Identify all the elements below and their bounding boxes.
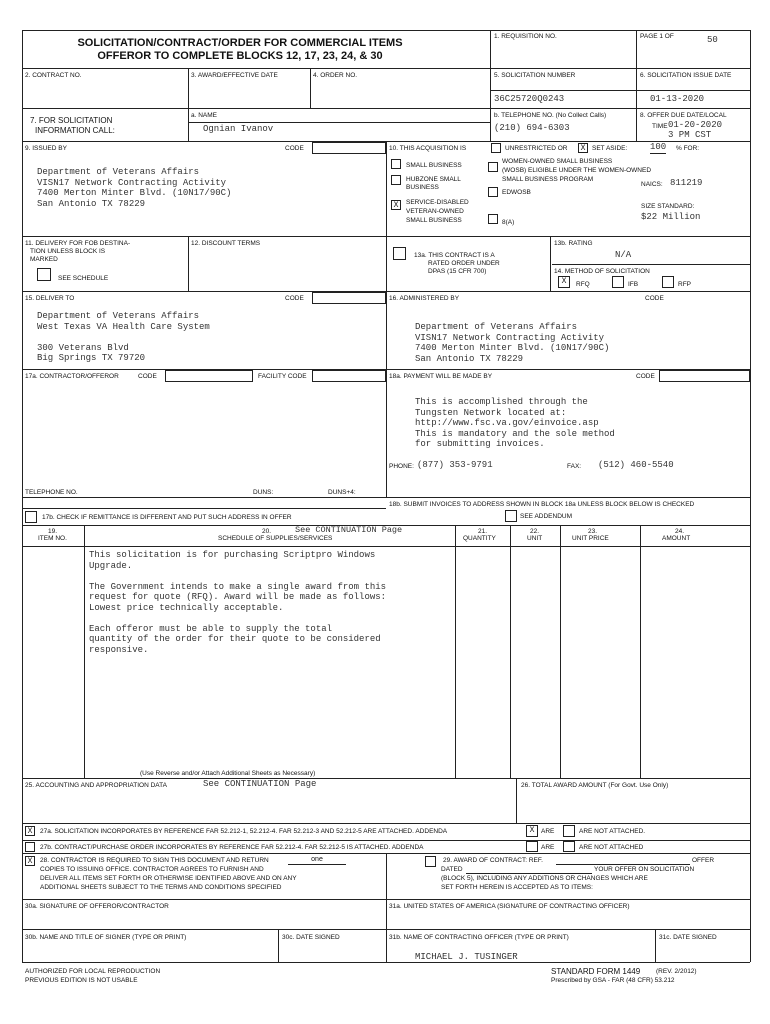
rule [22,778,750,779]
prescribed-by: Prescribed by GSA - FAR (48 CFR) 53.212 [551,977,675,984]
rfp-label: RFP [678,281,691,288]
co-date-label: 31c. DATE SIGNED [659,934,717,941]
see-schedule-label: SEE SCHEDULE [58,275,109,282]
offeror-date-label: 30c. DATE SIGNED [282,934,340,941]
edwosb-checkbox[interactable] [488,187,498,197]
payment-phone: (877) 353-9791 [417,460,493,470]
solicitation-no-label: 5. SOLICITATION NUMBER [494,72,576,79]
rule [560,525,561,778]
page-total: 50 [707,35,718,45]
delivery-label-2: TION UNLESS BLOCK IS [30,248,106,255]
phone-label: b. TELEPHONE NO. (No Collect Calls) [494,112,607,119]
rule [750,30,751,962]
rule [22,108,750,109]
copies-count: one [288,856,346,865]
rfq-label: RFQ [576,281,590,288]
rule [490,90,750,91]
rule [22,30,23,962]
rule [550,236,551,291]
form-revision: (REV. 2/2012) [656,968,697,975]
signer-name-label: 30b. NAME AND TITLE OF SIGNER (TYPE OR PRINT) [25,934,187,941]
rule [22,68,750,69]
contractor-sign-line1: 28. CONTRACTOR IS REQUIRED TO SIGN THIS DOCUMENT AND RETURN [40,857,269,864]
unrestricted-checkbox[interactable] [491,143,501,153]
see-schedule-checkbox[interactable] [37,268,51,281]
rated-label-1: 13a. THIS CONTRACT IS A [414,252,495,259]
method-label: 14. METHOD OF SOLICITATION [554,268,650,275]
duns4-label: DUNS+4: [328,489,356,496]
contractor-sign-line2: COPIES TO ISSUING OFFICE. CONTRACTOR AGREES TO FURNISH AND [40,866,264,873]
contractor-label: 17a. CONTRACTOR/OFFEROR [25,373,119,380]
solicitation-no: 36C25720Q0243 [494,94,565,104]
co-name-label: 31b. NAME OF CONTRACTING OFFICER (TYPE OR PRINT) [389,934,569,941]
payment-instructions: This is accomplished through the Tungsten Network located at: http://www.fsc.va.gov/einvoice.asp This is mandatory and the sole method for submitting invoices. [415,397,615,449]
issued-by-code-label: CODE [285,145,304,152]
unrestricted-label: UNRESTRICTED OR [505,145,568,152]
rated-order-checkbox[interactable] [393,247,406,260]
administered-by-address: Department of Veterans Affairs VISN17 Network Contracting Activity 7400 Merton Minter Blvd. (10N17/90C) San Antonio TX 78229 [415,322,610,364]
see-addendum-checkbox[interactable] [505,510,517,522]
set-aside-label: SET ASIDE: [592,145,628,152]
award-line4: SET FORTH HEREIN IS ACCEPTED AS TO ITEMS: [441,884,593,891]
sdvosb-label-3: SMALL BUSINESS [406,217,462,224]
rule [22,962,750,963]
hubzone-checkbox[interactable] [391,175,401,185]
rule [490,30,491,141]
sdvosb-checkbox[interactable]: X [391,200,401,210]
naics-code: 811219 [670,178,703,188]
accounting-value: See CONTINUATION Page [203,779,317,789]
addenda-are-label-2: ARE [541,844,555,851]
rfq-checkbox[interactable]: X [558,276,570,288]
administered-code-label: CODE [645,295,664,302]
ifb-label: IFB [628,281,639,288]
edwosb-label: EDWOSB [502,189,531,196]
payment-fax: (512) 460-5540 [598,460,674,470]
issue-date: 01-13-2020 [650,94,705,104]
payment-fax-label: FAX: [567,463,582,470]
info-call-label-2: INFORMATION CALL: [35,126,115,135]
submit-invoices-label: 18b. SUBMIT INVOICES TO ADDRESS SHOWN IN BLOCK 18a UNLESS BLOCK BELOW IS CHECKED [389,501,695,508]
payment-code-label: CODE [636,373,655,380]
col24-label: AMOUNT [662,535,691,542]
col20-num: 20. [262,528,272,535]
administered-by-label: 16. ADMINISTERED BY [389,295,460,302]
eight-a-checkbox[interactable] [488,214,498,224]
eight-a-label: 8(A) [502,219,515,226]
page-label: PAGE 1 OF [640,33,674,40]
contractor-sign-line4: ADDITIONAL SHEETS SUBJECT TO THE TERMS AND CONDITIONS SPECIFIED [40,884,282,891]
rated-label-3: DPAS (15 CFR 700) [428,268,487,275]
deliver-to-label: 15. DELIVER TO [25,295,75,302]
col24-num: 24. [675,528,685,535]
info-call-label-1: 7. FOR SOLICITATION [30,116,113,125]
offeror-signature-label: 30a. SIGNATURE OF OFFEROR/CONTRACTOR [25,903,169,910]
addenda-are-not-checkbox[interactable] [563,825,575,837]
addenda-are-not-checkbox-2[interactable] [563,841,575,852]
rule [636,30,637,141]
rule [22,30,750,31]
rule [22,840,750,841]
issue-date-label: 6. SOLICITATION ISSUE DATE [640,72,732,79]
sdvosb-label-1: SERVICE-DISABLED [406,199,469,206]
total-award-label: 26. TOTAL AWARD AMOUNT (For Govt. Use Only) [521,782,669,789]
accounting-label: 25. ACCOUNTING AND APPROPRIATION DATA [25,782,167,789]
award-offer-label: OFFER [692,857,715,864]
issued-by-code-field[interactable] [312,142,386,154]
addenda-are-label: ARE [541,828,555,835]
contractor-code-label: CODE [138,373,157,380]
offer-due-date: 01-20-2020 [668,120,723,130]
clause-27b-checkbox[interactable] [25,842,35,852]
facility-code-label: FACILITY CODE [258,373,307,380]
award-line3: (BLOCK 5), INCLUDING ANY ADDITIONS OR CHANGES WHICH ARE [441,875,648,882]
ifb-checkbox[interactable] [612,276,624,288]
clause-27b-label: 27b. CONTRACT/PURCHASE ORDER INCORPORATES BY REFERENCE FAR 52.212-4. FAR 52.212-5 IS ATTACHED. ADDENDA [40,844,424,851]
hubzone-label-2: BUSINESS [406,184,439,191]
time-label: TIME [652,123,668,130]
small-business-checkbox[interactable] [391,159,401,169]
addenda-are-not-label: ARE NOT ATTACHED. [579,828,646,835]
size-standard-label: SIZE STANDARD: [641,203,695,210]
small-business-label: SMALL BUSINESS [406,162,462,169]
award-dated-label: DATED [441,866,463,873]
form-subtitle: OFFEROR TO COMPLETE BLOCKS 12, 17, 23, 24, & 30 [97,50,383,62]
offer-due-time: 3 PM CST [668,130,712,140]
wosb-label-1: WOMEN-OWNED SMALL BUSINESS [502,158,613,165]
rule [278,929,279,962]
order-no-label: 4. ORDER NO. [313,72,358,79]
rule [386,853,387,962]
wosb-label-3: SMALL BUSINESS PROGRAM [502,176,594,183]
deliver-to-code-label: CODE [285,295,304,302]
addenda-are-checkbox-2[interactable] [526,841,538,852]
discount-terms-label: 12. DISCOUNT TERMS [191,240,261,247]
authorized-reproduction: AUTHORIZED FOR LOCAL REPRODUCTION [25,968,161,975]
rating-value: N/A [615,250,632,260]
rule [552,264,750,265]
contractor-code-field[interactable] [165,370,253,382]
schedule-description: This solicitation is for purchasing Scriptpro Windows Upgrade. The Government intends to make a single award from this request for quote (RFQ). Award will be made as follows: Lowest price technically acceptable. Each offeror must be able to supply the total quantity of the order for their quote to be considered responsive. [89,550,387,655]
col21-num: 21. [478,528,488,535]
contract-no-label: 2. CONTRACT NO. [25,72,82,79]
facility-code-field[interactable] [312,370,386,382]
contractor-sign-line3: DELIVER ALL ITEMS SET FORTH OR OTHERWISE IDENTIFIED ABOVE AND ON ANY [40,875,297,882]
acquisition-label: 10. THIS ACQUISITION IS [389,145,467,152]
col19-label: ITEM NO. [38,535,67,542]
payment-label: 18a. PAYMENT WILL BE MADE BY [389,373,493,380]
deliver-to-address: Department of Veterans Affairs West Texas VA Health Care System 300 Veterans Blvd Big Springs TX 79720 [37,311,210,363]
requisition-label: 1. REQUISITION NO. [494,33,557,40]
pct-for-label: % FOR: [676,145,700,152]
rfp-checkbox[interactable] [662,276,674,288]
previous-edition: PREVIOUS EDITION IS NOT USABLE [25,977,138,984]
col23-num: 23. [588,528,598,535]
rule [556,864,690,865]
col20-label: SCHEDULE OF SUPPLIES/SERVICES [218,535,333,542]
hubzone-label-1: HUBZONE SMALL [406,176,461,183]
col23-label: UNIT PRICE [572,535,609,542]
deliver-to-code-field[interactable] [312,292,386,304]
name-label: a. NAME [191,112,218,119]
set-aside-checkbox[interactable]: X [578,143,588,153]
award-date-label: 3. AWARD/EFFECTIVE DATE [191,72,278,79]
size-standard: $22 Million [641,212,701,222]
col20-continuation: See CONTINUATION Page [295,525,403,535]
col22-num: 22. [530,528,540,535]
rule [510,525,511,778]
rule [640,525,641,778]
award-ref-label: 29. AWARD OF CONTRACT: REF. [443,857,543,864]
clause-27a-label: 27a. SOLICITATION INCORPORATES BY REFERENCE FAR 52.212-1, 52.212-4. FAR 52.212-3 AND 52.212-5 ARE ATTACHED. ADDENDA [40,828,448,835]
rule [188,68,189,141]
rule [310,68,311,108]
rule [22,508,386,509]
wosb-label-2: (WOSB) ELIGIBLE UNDER THE WOMEN-OWNED [502,167,652,174]
duns-label: DUNS: [253,489,274,496]
col19-num: 19. [48,528,58,535]
rating-label: 13b. RATING [554,240,593,247]
delivery-label-1: 11. DELIVERY FOR FOB DESTINA- [25,240,131,247]
rated-label-2: RATED ORDER UNDER [428,260,500,267]
col21-label: QUANTITY [463,535,496,542]
sdvosb-label-2: VETERAN-OWNED [406,208,464,215]
rule [516,778,517,823]
delivery-label-3: MARKED [30,256,58,263]
remittance-label: 17b. CHECK IF REMITTANCE IS DIFFERENT AND PUT SUCH ADDRESS IN OFFER [42,514,292,521]
telephone-label: TELEPHONE NO. [25,489,78,496]
naics-label: NAICS: [641,181,663,188]
rule [386,141,387,497]
award-checkbox[interactable] [425,856,436,867]
payment-code-field[interactable] [659,370,750,382]
schedule-footnote: (Use Reverse and/or Attach Additional Sheets as Necessary) [140,770,316,777]
rule [84,525,85,778]
rule [466,873,592,874]
addenda-are-checkbox[interactable]: X [526,825,538,837]
rule [188,236,189,291]
payment-phone-label: PHONE: [389,463,414,470]
form-name: STANDARD FORM 1449 [551,967,641,976]
remittance-checkbox[interactable] [25,511,37,523]
rule [22,497,750,498]
contact-phone: (210) 694-6303 [494,123,570,133]
clause-27a-checkbox[interactable]: X [25,826,35,836]
form-title: SOLICITATION/CONTRACT/ORDER FOR COMMERCIAL ITEMS [77,37,403,49]
award-your-offer-label: YOUR OFFER ON SOLICITATION [594,866,695,873]
set-aside-pct: 100 [650,142,667,152]
contractor-sign-checkbox[interactable]: X [25,856,35,866]
wosb-checkbox[interactable] [488,162,498,172]
rule [655,929,656,962]
see-addendum-label: SEE ADDENDUM [520,513,573,520]
issued-by-label: 9. ISSUED BY [25,145,67,152]
rule [455,525,456,778]
rule [188,122,490,123]
contact-name: Ognian Ivanov [203,124,274,134]
rule [22,823,750,824]
co-signature-label: 31a. UNITED STATES OF AMERICA (SIGNATURE OF CONTRACTING OFFICER) [389,903,630,910]
offer-due-label: 8. OFFER DUE DATE/LOCAL [640,112,727,119]
addenda-are-not-label-2: ARE NOT ATTACHED [579,844,644,851]
contracting-officer-name: MICHAEL J. TUSINGER [415,952,518,962]
col22-label: UNIT [527,535,543,542]
issued-by-address: Department of Veterans Affairs VISN17 Network Contracting Activity 7400 Merton Minter Blvd. (10N17/90C) San Antonio TX 78229 [37,167,232,209]
